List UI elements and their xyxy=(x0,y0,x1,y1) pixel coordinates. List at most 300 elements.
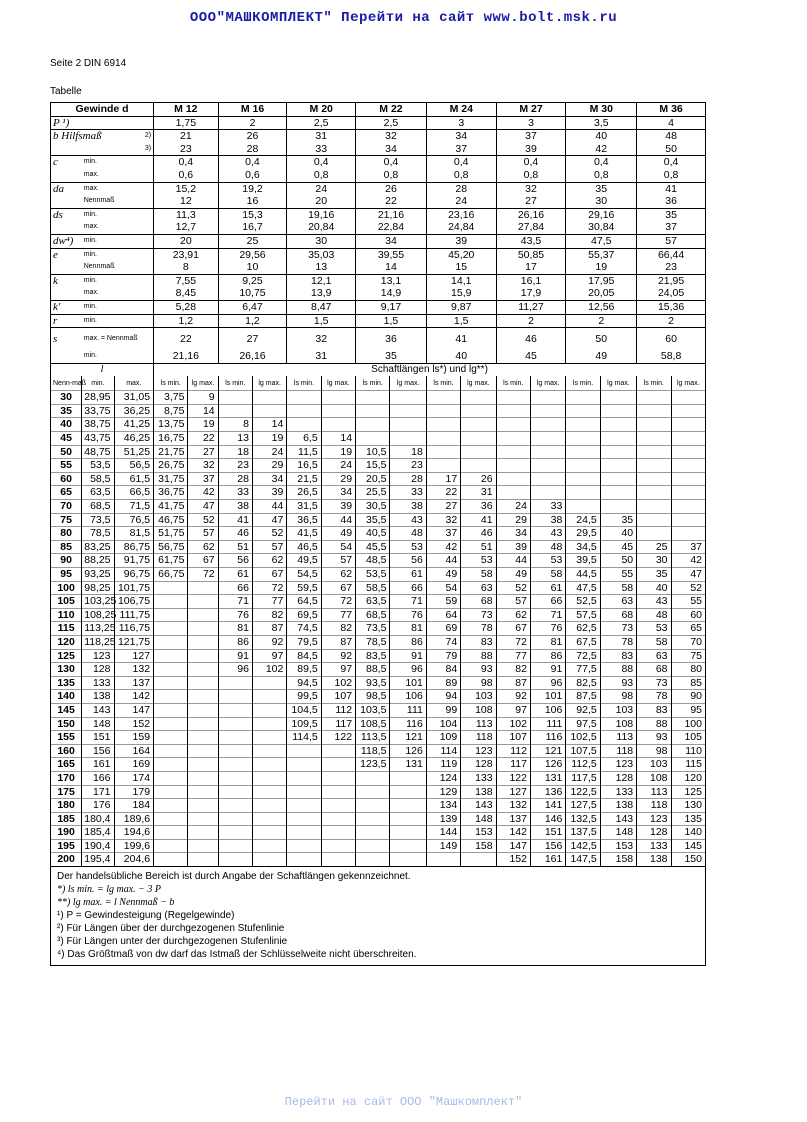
shaft-length-cell xyxy=(566,418,600,432)
shaft-length-cell xyxy=(600,486,636,500)
shaft-length-cell: 125 xyxy=(671,785,705,799)
shaft-length-cell xyxy=(252,731,286,745)
l-range-cell: 195,4 xyxy=(82,853,114,866)
size-m12: M 12 xyxy=(154,103,219,117)
shaft-length-cell: 60 xyxy=(671,608,705,622)
shaft-length-cell: 138 xyxy=(600,799,636,813)
spec-value: 32 xyxy=(287,328,356,351)
spec-value: 1,2 xyxy=(154,314,219,328)
shaft-length-cell xyxy=(390,391,426,405)
shaft-length-cell: 107 xyxy=(496,731,530,745)
shaft-length-cell xyxy=(426,391,460,405)
nennmass-cell: 115 xyxy=(51,622,82,636)
shaft-length-cell: 19 xyxy=(321,445,355,459)
shaft-length-cell: 61,75 xyxy=(154,554,188,568)
l-range-cell: 78,5 xyxy=(82,527,114,541)
table-row xyxy=(51,731,706,745)
shaft-length-cell: 25 xyxy=(637,540,671,554)
shaft-length-cell: 149 xyxy=(426,839,460,853)
l-range-cell: 152 xyxy=(114,717,154,731)
shaft-length-cell: 62 xyxy=(321,568,355,582)
shaft-length-cell xyxy=(356,812,390,826)
shaft-length-cell: 36,75 xyxy=(154,486,188,500)
nennmass-cell: 150 xyxy=(51,717,82,731)
shaft-length-cell xyxy=(218,758,252,772)
nennmass-cell: 95 xyxy=(51,568,82,582)
shaft-length-cell xyxy=(530,418,565,432)
shaft-length-cell xyxy=(671,432,705,446)
shaft-length-cell: 25,5 xyxy=(356,486,390,500)
shaft-length-cell xyxy=(390,432,426,446)
shaft-length-cell: 72 xyxy=(321,595,355,609)
l-range-cell: 174 xyxy=(114,771,154,785)
nennmass-cell: 50 xyxy=(51,445,82,459)
spec-value: 2 xyxy=(218,116,287,130)
shaft-length-cell: 54 xyxy=(321,540,355,554)
table-row xyxy=(51,500,706,514)
shaft-length-cell: 18 xyxy=(390,445,426,459)
l-range-cell: 171 xyxy=(82,785,114,799)
shaft-length-cell: 142,5 xyxy=(566,839,600,853)
shaft-length-cell xyxy=(188,731,218,745)
shaft-length-cell xyxy=(496,418,530,432)
shaft-length-cell: 98 xyxy=(600,690,636,704)
shaft-length-cell: 91 xyxy=(530,663,565,677)
shaft-length-cell: 63 xyxy=(461,581,496,595)
shaft-length-cell: 3,75 xyxy=(154,391,188,405)
shaft-length-cell: 45 xyxy=(600,540,636,554)
shaft-length-cell xyxy=(218,785,252,799)
shaft-length-cell xyxy=(154,744,188,758)
l-range-cell: 132 xyxy=(114,663,154,677)
shaft-length-cell: 98 xyxy=(461,676,496,690)
shaft-length-cell: 91 xyxy=(218,649,252,663)
shaft-length-cell xyxy=(671,472,705,486)
spec-value: 66,44 xyxy=(637,248,706,261)
shaft-length-cell: 45,5 xyxy=(356,540,390,554)
shaft-length-cell: 67 xyxy=(321,581,355,595)
spec-value: 27 xyxy=(496,195,566,208)
shaft-length-cell: 122 xyxy=(321,731,355,745)
shaft-length-cell: 88 xyxy=(600,663,636,677)
shaft-length-cell: 86 xyxy=(530,649,565,663)
shaft-length-cell: 139 xyxy=(426,812,460,826)
l-range-cell: 176 xyxy=(82,799,114,813)
shaft-length-cell: 40 xyxy=(637,581,671,595)
shaft-length-cell: 138 xyxy=(637,853,671,866)
shaft-length-cell: 49,5 xyxy=(287,554,321,568)
shaft-length-cell: 148 xyxy=(600,826,636,840)
shaft-length-cell xyxy=(390,826,426,840)
spec-value: 3 xyxy=(496,116,566,130)
shaft-length-cell: 82 xyxy=(252,608,286,622)
shaft-length-cell xyxy=(287,391,321,405)
shaft-length-cell: 46,75 xyxy=(154,513,188,527)
shaft-length-cell xyxy=(390,799,426,813)
spec-symbol: b Hilfsmaß xyxy=(51,130,82,143)
l-range-cell: 28,95 xyxy=(82,391,114,405)
shaft-length-cell: 13,75 xyxy=(154,418,188,432)
shaft-length-cell: 73,5 xyxy=(356,622,390,636)
shaft-length-cell xyxy=(671,459,705,473)
shaft-length-cell xyxy=(426,445,460,459)
l-range-cell: 91,75 xyxy=(114,554,154,568)
l-range-cell: 61,5 xyxy=(114,472,154,486)
ls-min-label: ls min. xyxy=(218,376,252,391)
shaft-length-cell xyxy=(321,771,355,785)
shaft-length-cell: 118 xyxy=(637,799,671,813)
shaft-length-cell: 88,5 xyxy=(356,663,390,677)
shaft-length-cell xyxy=(154,690,188,704)
shaft-length-cell xyxy=(566,445,600,459)
footnote-range: Der handelsübliche Bereich ist durch Angabe der Schaftlängen gekennzeichnet. xyxy=(57,871,411,883)
shaft-length-cell: 77 xyxy=(252,595,286,609)
shaft-length-cell: 72,5 xyxy=(566,649,600,663)
table-row xyxy=(51,622,706,636)
spec-value: 19 xyxy=(566,261,637,274)
shaft-length-cell: 78 xyxy=(600,635,636,649)
spec-value: 9,87 xyxy=(426,300,496,314)
spec-symbol: s xyxy=(51,328,82,351)
shaft-length-cell: 53 xyxy=(637,622,671,636)
shaft-length-cell: 57 xyxy=(321,554,355,568)
shaft-length-cell xyxy=(637,445,671,459)
l-range-cell: 73,5 xyxy=(82,513,114,527)
l-range-cell: 156 xyxy=(82,744,114,758)
l-range-cell: 86,75 xyxy=(114,540,154,554)
spec-value: 57 xyxy=(637,234,706,248)
shaft-length-cell xyxy=(461,853,496,866)
shaft-length-cell: 87,5 xyxy=(566,690,600,704)
spec-value: 1,5 xyxy=(356,314,427,328)
shaft-length-cell: 127,5 xyxy=(566,799,600,813)
shaft-length-cell: 46 xyxy=(218,527,252,541)
shaft-length-cell: 117 xyxy=(321,717,355,731)
gewinde-label: Gewinde d xyxy=(51,103,154,117)
shaft-length-cell xyxy=(154,649,188,663)
l-range-cell: 46,25 xyxy=(114,432,154,446)
shaft-length-cell: 93 xyxy=(600,676,636,690)
footnote-ls: *) ls min. = lg max. − 3 P xyxy=(57,884,162,896)
spec-value: 23,16 xyxy=(426,208,496,221)
spec-qualifier: min. xyxy=(82,350,154,363)
shaft-length-cell: 17 xyxy=(426,472,460,486)
shaft-length-cell: 48 xyxy=(530,540,565,554)
spec-value: 13,9 xyxy=(287,287,356,300)
shaft-length-cell: 61 xyxy=(390,568,426,582)
shaft-length-cell: 26 xyxy=(461,472,496,486)
shaft-length-cell: 132,5 xyxy=(566,812,600,826)
shaft-length-cell: 82 xyxy=(321,622,355,636)
l-range-cell: 159 xyxy=(114,731,154,745)
shaft-length-cell xyxy=(218,771,252,785)
spec-value: 26 xyxy=(218,130,287,143)
shaft-length-cell: 42 xyxy=(426,540,460,554)
shaft-length-cell: 62,5 xyxy=(566,622,600,636)
shaft-length-cell: 110 xyxy=(671,744,705,758)
shaft-subheader-row xyxy=(51,376,706,391)
shaft-length-cell: 113 xyxy=(637,785,671,799)
shaft-length-cell: 66 xyxy=(218,581,252,595)
shaft-length-cell xyxy=(496,459,530,473)
shaft-length-cell xyxy=(252,812,286,826)
l-range-cell: 169 xyxy=(114,758,154,772)
shaft-length-cell: 54,5 xyxy=(287,568,321,582)
shaft-length-cell: 67 xyxy=(252,568,286,582)
nennmass-cell: 185 xyxy=(51,812,82,826)
spec-qualifier: min. xyxy=(82,248,154,261)
spec-value: 14,1 xyxy=(426,274,496,287)
spec-value: 37 xyxy=(496,130,566,143)
shaft-length-cell xyxy=(188,676,218,690)
spec-value: 22 xyxy=(356,195,427,208)
shaft-length-cell: 62 xyxy=(188,540,218,554)
l-range-cell: 81,5 xyxy=(114,527,154,541)
table-row xyxy=(51,785,706,799)
shaft-length-cell: 117,5 xyxy=(566,771,600,785)
spec-value: 21,16 xyxy=(154,350,219,363)
shaft-length-cell: 77 xyxy=(321,608,355,622)
shaft-length-cell xyxy=(252,391,286,405)
spec-qualifier: max. xyxy=(82,182,154,195)
lg-max-label: lg max. xyxy=(461,376,496,391)
shaft-length-cell xyxy=(321,812,355,826)
shaft-length-cell xyxy=(252,785,286,799)
shaft-length-cell: 56 xyxy=(390,554,426,568)
shaft-length-cell xyxy=(566,486,600,500)
shaft-length-cell: 158 xyxy=(600,853,636,866)
nennmass-cell: 175 xyxy=(51,785,82,799)
spec-row xyxy=(51,328,706,351)
l-range-cell: 121,75 xyxy=(114,635,154,649)
shaft-length-cell xyxy=(600,472,636,486)
spec-row xyxy=(51,274,706,287)
nennmass-cell: 110 xyxy=(51,608,82,622)
shaft-length-cell: 21,5 xyxy=(287,472,321,486)
shaft-length-cell xyxy=(356,799,390,813)
nennmass-cell: 45 xyxy=(51,432,82,446)
shaft-length-cell: 20,5 xyxy=(356,472,390,486)
shaft-length-cell: 58 xyxy=(637,635,671,649)
shaft-length-cell xyxy=(252,826,286,840)
shaft-length-cell: 36 xyxy=(461,500,496,514)
shaft-length-cell: 14 xyxy=(321,432,355,446)
shaft-length-cell xyxy=(637,459,671,473)
spec-value: 45,20 xyxy=(426,248,496,261)
l-range-cell: 123 xyxy=(82,649,114,663)
shaft-length-cell xyxy=(530,486,565,500)
shaft-length-cell: 92 xyxy=(252,635,286,649)
shaft-length-cell xyxy=(530,445,565,459)
spec-value: 2 xyxy=(496,314,566,328)
shaft-length-cell: 15,5 xyxy=(356,459,390,473)
shaft-length-cell: 108 xyxy=(600,717,636,731)
shaft-length-cell xyxy=(356,853,390,866)
shaft-length-cell: 32 xyxy=(426,513,460,527)
shaft-length-cell: 70 xyxy=(671,635,705,649)
shaft-length-cell xyxy=(218,731,252,745)
lg-max-label: lg max. xyxy=(188,376,218,391)
spec-qualifier: min. xyxy=(82,300,154,314)
shaft-length-cell xyxy=(356,391,390,405)
shaft-length-cell: 46,5 xyxy=(287,540,321,554)
table-row xyxy=(51,554,706,568)
l-range-cell: 138 xyxy=(82,690,114,704)
shaft-length-cell: 62 xyxy=(252,554,286,568)
shaft-length-cell: 140 xyxy=(671,826,705,840)
shaft-length-cell: 109 xyxy=(426,731,460,745)
shaft-length-cell xyxy=(252,853,286,866)
shaft-length-cell: 57 xyxy=(252,540,286,554)
shaft-length-cell: 148 xyxy=(461,812,496,826)
shaft-length-cell: 85 xyxy=(671,676,705,690)
shaft-length-cell: 28 xyxy=(218,472,252,486)
spec-value: 16 xyxy=(218,195,287,208)
shaft-length-cell: 87 xyxy=(496,676,530,690)
spec-symbol: c xyxy=(51,156,82,169)
spec-value: 24 xyxy=(426,195,496,208)
spec-row xyxy=(51,156,706,169)
spec-symbol xyxy=(51,195,82,208)
l-range-cell: 68,5 xyxy=(82,500,114,514)
spec-value: 15,2 xyxy=(154,182,219,195)
l-range-cell: 38,75 xyxy=(82,418,114,432)
spec-qualifier: max. xyxy=(82,169,154,182)
shaft-length-cell: 83 xyxy=(637,703,671,717)
spec-value: 8,45 xyxy=(154,287,219,300)
spec-value: 10 xyxy=(218,261,287,274)
spec-value: 11,27 xyxy=(496,300,566,314)
shaft-length-cell xyxy=(671,391,705,405)
shaft-length-cell: 102 xyxy=(252,663,286,677)
spec-value: 4 xyxy=(637,116,706,130)
shaft-length-cell: 51,75 xyxy=(154,527,188,541)
footer-site-link[interactable]: Перейти на сайт ООО "Машкомплект" xyxy=(284,1095,523,1109)
spec-symbol xyxy=(51,350,82,363)
shaft-length-cell: 98,5 xyxy=(356,690,390,704)
shaft-length-cell xyxy=(321,839,355,853)
shaft-length-cell: 122 xyxy=(496,771,530,785)
spec-symbol: da xyxy=(51,182,82,195)
l-range-cell: 143 xyxy=(82,703,114,717)
l-range-cell: 185,4 xyxy=(82,826,114,840)
shaft-length-cell: 57 xyxy=(496,595,530,609)
spec-value: 5,28 xyxy=(154,300,219,314)
shaft-length-cell: 47,5 xyxy=(566,581,600,595)
spec-value: 31 xyxy=(287,130,356,143)
shaft-length-cell: 22 xyxy=(188,432,218,446)
spec-value: 0,8 xyxy=(356,169,427,182)
shaft-length-cell xyxy=(390,839,426,853)
shaft-length-cell: 54 xyxy=(426,581,460,595)
shaft-length-cell: 27 xyxy=(188,445,218,459)
spec-value: 12 xyxy=(154,195,219,208)
shaft-length-cell: 131 xyxy=(390,758,426,772)
spec-value: 28 xyxy=(426,182,496,195)
shaft-length-cell xyxy=(287,744,321,758)
spec-value: 0,8 xyxy=(426,169,496,182)
shaft-length-cell: 47 xyxy=(188,500,218,514)
spec-value: 9,25 xyxy=(218,274,287,287)
l-range-cell: 56,5 xyxy=(114,459,154,473)
shaft-length-cell: 123 xyxy=(637,812,671,826)
shaft-length-cell: 88 xyxy=(637,717,671,731)
shaft-length-cell: 119 xyxy=(426,758,460,772)
shaft-length-cell xyxy=(390,404,426,418)
ls-min-label: ls min. xyxy=(426,376,460,391)
shaft-length-cell: 19 xyxy=(188,418,218,432)
shaft-length-cell xyxy=(321,799,355,813)
shaft-length-cell xyxy=(390,812,426,826)
shaft-length-cell xyxy=(356,826,390,840)
spec-symbol xyxy=(51,221,82,234)
spec-value: 0,8 xyxy=(287,169,356,182)
spec-value: 21,95 xyxy=(637,274,706,287)
shaft-length-cell: 135 xyxy=(671,812,705,826)
shaft-length-cell: 31 xyxy=(461,486,496,500)
shaft-length-cell xyxy=(218,404,252,418)
table-row xyxy=(51,472,706,486)
shaft-length-cell: 124 xyxy=(426,771,460,785)
table-row xyxy=(51,486,706,500)
shaft-length-cell: 127 xyxy=(496,785,530,799)
shaft-length-cell: 34 xyxy=(321,486,355,500)
shaft-length-cell: 113 xyxy=(461,717,496,731)
shaft-length-cell: 34,5 xyxy=(566,540,600,554)
l-range-cell: 101,75 xyxy=(114,581,154,595)
shaft-length-cell xyxy=(321,853,355,866)
spec-row xyxy=(51,314,706,328)
shaft-length-cell: 79 xyxy=(426,649,460,663)
shaft-length-cell xyxy=(426,404,460,418)
spec-row xyxy=(51,130,706,143)
header-site-link[interactable]: ООО"МАШКОМПЛЕКТ" Перейти на сайт www.bolt.msk.ru xyxy=(189,10,618,26)
shaft-length-cell: 67,5 xyxy=(566,635,600,649)
shaft-length-cell: 66,75 xyxy=(154,568,188,582)
shaft-length-cell: 86 xyxy=(218,635,252,649)
table-row xyxy=(51,717,706,731)
shaft-length-cell xyxy=(188,853,218,866)
shaft-length-cell: 102,5 xyxy=(566,731,600,745)
shaft-length-cell xyxy=(252,676,286,690)
shaft-length-cell: 73 xyxy=(461,608,496,622)
shaft-length-cell xyxy=(461,445,496,459)
table-row xyxy=(51,799,706,813)
shaft-length-cell: 32 xyxy=(188,459,218,473)
shaft-length-cell: 24 xyxy=(496,500,530,514)
l-range-cell: 33,75 xyxy=(82,404,114,418)
shaft-length-cell: 137,5 xyxy=(566,826,600,840)
shaft-length-cell: 44 xyxy=(496,554,530,568)
shaft-length-cell xyxy=(566,459,600,473)
spec-value: 34 xyxy=(356,143,427,156)
shaft-length-cell xyxy=(287,771,321,785)
shaft-length-cell: 49 xyxy=(426,568,460,582)
shaft-length-cell xyxy=(287,853,321,866)
spec-qualifier: Nennmaß xyxy=(82,261,154,274)
nennmass-cell: 60 xyxy=(51,472,82,486)
shaft-length-cell: 90 xyxy=(671,690,705,704)
shaft-length-cell: 37 xyxy=(671,540,705,554)
spec-value: 17,9 xyxy=(496,287,566,300)
l-range-cell: 88,25 xyxy=(82,554,114,568)
spec-value: 39,55 xyxy=(356,248,427,261)
shaft-length-cell: 39 xyxy=(496,540,530,554)
shaft-length-cell xyxy=(154,717,188,731)
spec-value: 14,9 xyxy=(356,287,427,300)
spec-qualifier: min. xyxy=(82,208,154,221)
spec-symbol: e xyxy=(51,248,82,261)
